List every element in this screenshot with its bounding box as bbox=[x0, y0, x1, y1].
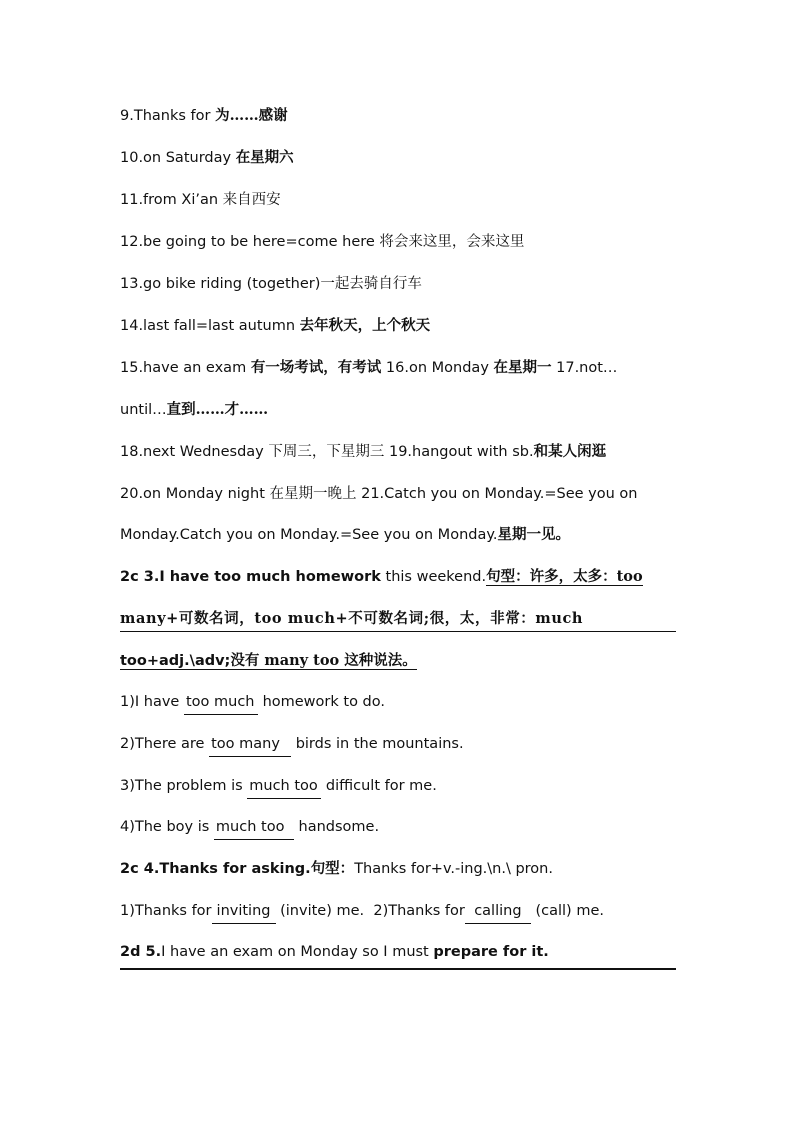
answer-blank: too many bbox=[209, 732, 291, 757]
item-18-19: 18.next Wednesday 下周三，下星期三 19.hangout with sb.和某人闲逛 bbox=[120, 443, 607, 460]
item-9: 9.Thanks for 为……感谢 bbox=[120, 107, 288, 124]
item-12: 12.be going to be here=come here 将会来这里，会来这里 bbox=[120, 234, 525, 250]
item-14: 14.last fall=last autumn 去年秋天，上个秋天 bbox=[120, 317, 431, 334]
exercise-4: 1)Thanks for inviting (invite) me. 2)Thanks for calling (call) me. bbox=[120, 899, 604, 924]
answer-blank: inviting bbox=[212, 899, 276, 924]
exercise-3-3: 3)The problem is much too difficult for me. bbox=[120, 774, 437, 799]
grammar-2c3-line1: 2c 3.I have too much homework this weekend.句型：许多，太多：too bbox=[120, 568, 643, 585]
grammar-2c3-line2: many+可数名词，too much+不可数名词;很，太，非常：much bbox=[120, 607, 676, 632]
item-20-21: 20.on Monday night 在星期一晚上 21.Catch you on Monday.=See you on bbox=[120, 486, 638, 502]
exercise-3-2: 2)There are too many birds in the mountains. bbox=[120, 732, 464, 757]
item-10: 10.on Saturday 在星期六 bbox=[120, 149, 294, 166]
section-divider bbox=[120, 968, 676, 970]
item-15-17: 15.have an exam 有一场考试，有考试 16.on Monday 在星期一 17.not… bbox=[120, 359, 618, 376]
exercise-3-4: 4)The boy is much too handsome. bbox=[120, 815, 379, 840]
item-13: 13.go bike riding (together)一起去骑自行车 bbox=[120, 276, 422, 292]
exercise-3-1: 1)I have too much homework to do. bbox=[120, 690, 385, 715]
grammar-2c3-line3: too+adj.\adv;没有 many too 这种说法。 bbox=[120, 652, 417, 669]
item-2d5: 2d 5.I have an exam on Monday so I must prepare for it. bbox=[120, 944, 549, 960]
answer-blank: too much bbox=[184, 690, 258, 715]
answer-blank: much too bbox=[247, 774, 321, 799]
item-21-continued: Monday.Catch you on Monday.=See you on Monday.星期一见。 bbox=[120, 526, 570, 543]
item-11: 11.from Xi’an 来自西安 bbox=[120, 192, 281, 208]
grammar-2c4: 2c 4.Thanks for asking.句型：Thanks for+v.-ing.\n.\ pron. bbox=[120, 860, 553, 877]
answer-blank: calling bbox=[465, 899, 531, 924]
item-17-continued: until…直到……才…… bbox=[120, 401, 269, 418]
answer-blank: much too bbox=[214, 815, 294, 840]
